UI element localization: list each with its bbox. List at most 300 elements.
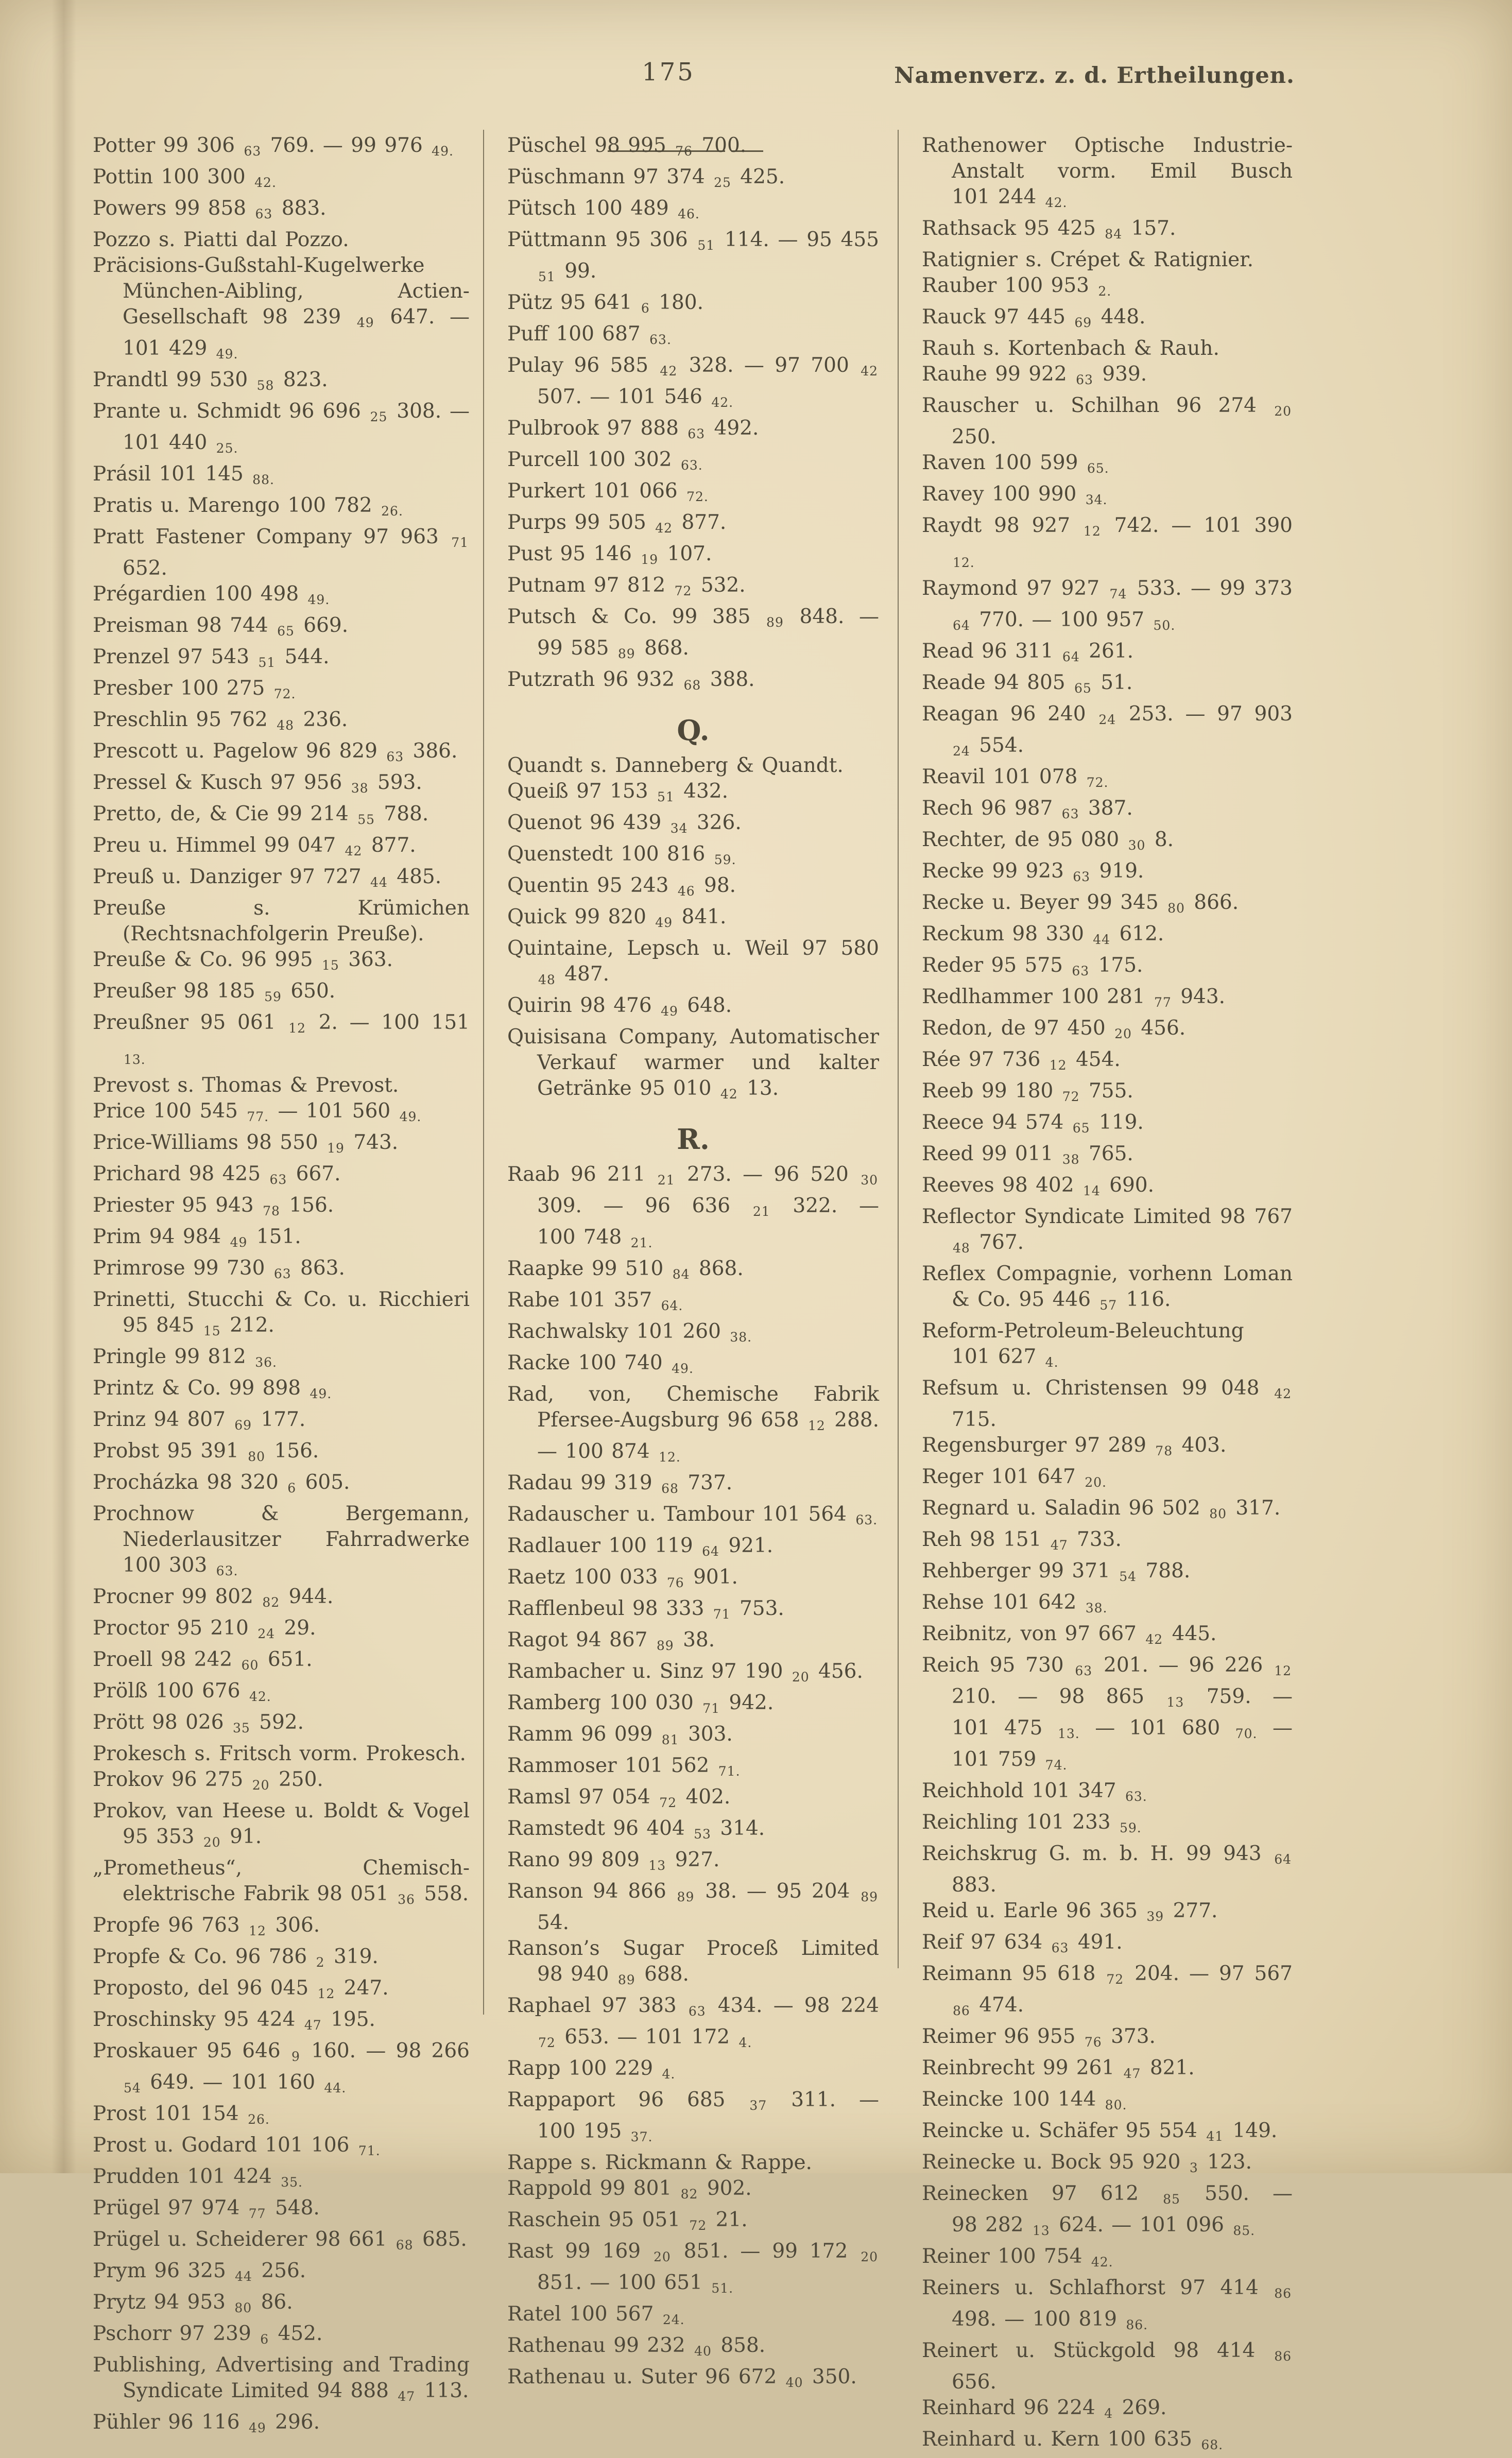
class-number: 51	[258, 655, 276, 670]
index-entry: Pust 95 146 19 107.	[507, 542, 712, 567]
class-number: 63	[688, 2004, 706, 2019]
class-number: 63	[269, 1172, 287, 1187]
index-entry: Queiß 97 153 51 432.	[507, 780, 728, 804]
index-entry: Pozzo s. Piatti dal Pozzo.	[93, 228, 349, 251]
index-entry: Ranson 94 866 89 38. — 95 204 89 54.	[507, 1880, 878, 1934]
index-entry: Priester 95 943 78 156.	[93, 1194, 334, 1218]
class-number: 44	[370, 875, 388, 890]
class-number: 41	[1206, 2129, 1224, 2144]
index-entry: Purps 99 505 42 877.	[507, 511, 727, 536]
index-entry: Purcell 100 302 63.	[507, 448, 703, 473]
index-entry: Prött 98 026 35 592.	[93, 1711, 304, 1735]
class-number: 78	[1155, 1443, 1173, 1458]
class-number: 51	[697, 238, 715, 253]
class-number: 53	[694, 1827, 711, 1842]
index-entry: Ramberg 100 030 71 942.	[507, 1691, 774, 1716]
class-number: 86.	[1126, 2317, 1148, 2332]
class-number: 6	[260, 2332, 269, 2347]
class-number: 63	[688, 426, 706, 441]
index-entry: Publishing, Advertising and Trading Syndicate Limited 94 888 47 113.	[93, 2353, 470, 2404]
class-number: 24	[953, 744, 970, 759]
index-entry: Rauhe 99 922 63 939.	[922, 363, 1147, 387]
index-entry: Quintaine, Lepsch u. Weil 97 580 48 487.	[507, 937, 879, 987]
class-number: 76	[675, 144, 693, 159]
class-number: 51	[657, 789, 675, 804]
class-number: 63	[1076, 372, 1093, 387]
class-number: 12	[249, 1923, 266, 1938]
class-number: 12	[1083, 524, 1101, 539]
index-entry: Reece 94 574 65 119.	[922, 1111, 1144, 1136]
index-entry: Prost 101 154 26.	[93, 2102, 270, 2127]
index-entry: Preisman 98 744 65 669.	[93, 614, 349, 639]
index-entry: Rabe 101 357 64.	[507, 1288, 683, 1313]
index-entry: Reincke u. Schäfer 95 554 41 149.	[922, 2119, 1278, 2144]
index-entry: Ramstedt 96 404 53 314.	[507, 1817, 765, 1842]
class-number: 35.	[281, 2175, 303, 2190]
running-title: Namenverz. z. d. Ertheilungen.	[894, 63, 1295, 89]
class-number: 55	[357, 812, 375, 827]
index-entry: Ramsl 97 054 72 402.	[507, 1785, 731, 1810]
index-entry: Purkert 101 066 72.	[507, 479, 709, 504]
index-entry: Rehberger 99 371 54 788.	[922, 1559, 1191, 1584]
section-heading: Q.	[677, 714, 710, 747]
class-number: 88.	[252, 472, 274, 487]
class-number: 57	[1099, 1298, 1118, 1313]
class-number: 70.	[1235, 1726, 1258, 1741]
index-entry: Reckum 98 330 44 612.	[922, 922, 1164, 947]
class-number: 19	[327, 1141, 345, 1156]
class-number: 89	[617, 646, 635, 661]
class-number: 15	[203, 1323, 221, 1338]
index-entry: Regensburger 97 289 78 403.	[922, 1434, 1227, 1458]
index-entry: Proposto, del 96 045 12 247.	[93, 1976, 389, 2001]
index-entry: Rachwalsky 101 260 38.	[507, 1320, 752, 1345]
index-entry: Püschmann 97 374 25 425.	[507, 165, 785, 190]
class-number: 63	[273, 1266, 291, 1281]
index-entry: Preußner 95 061 12 2. — 100 151 13.	[93, 1011, 470, 1067]
index-entry: Prandtl 99 530 58 823.	[93, 368, 328, 393]
class-number: 42.	[254, 175, 277, 190]
class-number: 54	[124, 2081, 141, 2095]
index-entry: Rafflenbeul 98 333 71 753.	[507, 1597, 784, 1622]
index-entry: Proschinsky 95 424 47 195.	[93, 2008, 375, 2033]
class-number: 68.	[1201, 2437, 1224, 2452]
class-number: 3	[1189, 2160, 1198, 2175]
class-number: 77	[1154, 995, 1172, 1010]
class-number: 38.	[730, 1330, 752, 1345]
class-number: 2	[316, 1955, 325, 1970]
index-entry: Raschein 95 051 72 21.	[507, 2208, 748, 2233]
index-entry: Pulay 96 585 42 328. — 97 700 42 507. — 101 546 42.	[507, 354, 879, 410]
index-entry: Rad, von, Chemische Fabrik Pfersee-Augsburg 96 658 12 288. — 100 874 12.	[507, 1383, 880, 1465]
index-entry: Prante u. Schmidt 96 696 25 308. — 101 440 25.	[93, 400, 470, 456]
index-entry: Rehse 101 642 38.	[922, 1591, 1108, 1615]
class-number: 86	[1274, 2286, 1292, 2301]
index-entry: Reinecke u. Bock 95 920 3 123.	[922, 2151, 1252, 2175]
index-entry: Reeb 99 180 72 755.	[922, 1079, 1133, 1104]
class-number: 64	[702, 1544, 719, 1559]
class-number: 72	[674, 583, 692, 598]
index-entry: Rappold 99 801 82 902.	[507, 2177, 752, 2202]
index-column-2	[507, 133, 879, 2396]
index-entry: Reich 95 730 63 201. — 96 226 12 210. — 98 865 13 759. — 101 475 13. — 101 680 70. — 101 759 74.	[922, 1654, 1293, 1773]
index-entry: Reinecken 97 612 85 550. — 98 282 13 624. — 101 096 85.	[922, 2182, 1293, 2238]
index-entry: Pühler 96 116 49 296.	[93, 2411, 320, 2435]
class-number: 34	[670, 821, 688, 836]
class-number: 77.	[247, 1109, 269, 1124]
index-entry: Reid u. Earle 96 365 39 277.	[922, 1899, 1218, 1924]
index-entry: Prokov 96 275 20 250.	[93, 1768, 323, 1793]
class-number: 54	[1119, 1569, 1137, 1584]
index-entry: Recke 99 923 63 919.	[922, 860, 1144, 884]
index-entry: Preußer 98 185 59 650.	[93, 979, 336, 1004]
class-number: 42	[1274, 1386, 1292, 1401]
class-number: 59	[264, 989, 282, 1004]
class-number: 63.	[649, 332, 672, 347]
class-number: 4.	[662, 2067, 676, 2082]
class-number: 21	[752, 1204, 770, 1219]
class-number: 49.	[432, 144, 454, 159]
index-entry: Prichard 98 425 63 667.	[93, 1162, 341, 1187]
class-number: 63.	[1125, 1789, 1147, 1804]
index-entry: Rée 97 736 12 454.	[922, 1048, 1121, 1073]
index-entry: Pulbrook 97 888 63 492.	[507, 417, 759, 441]
index-entry: Rast 99 169 20 851. — 99 172 20 851. — 100 651 51.	[507, 2240, 878, 2296]
column-divider-1	[483, 130, 484, 2015]
class-number: 12.	[659, 1450, 681, 1465]
class-number: 89	[861, 1889, 878, 1904]
class-number: 63	[1075, 1663, 1093, 1678]
index-entry: Regnard u. Saladin 96 502 80 317.	[922, 1497, 1281, 1521]
index-entry: Raymond 97 927 74 533. — 99 373 64 770. — 100 957 50.	[922, 577, 1293, 633]
index-entry: Putsch & Co. 99 385 89 848. — 99 585 89 868.	[507, 605, 879, 661]
index-entry: Rauck 97 445 69 448.	[922, 305, 1146, 330]
class-number: 20	[203, 1835, 221, 1850]
index-entry: Pschorr 97 239 6 452.	[93, 2322, 323, 2347]
class-number: 63.	[680, 458, 703, 473]
class-number: 42.	[711, 395, 734, 410]
index-entry: Prost u. Godard 101 106 71.	[93, 2134, 381, 2158]
class-number: 21.	[630, 1235, 653, 1250]
index-entry: Prokesch s. Fritsch vorm. Prokesch.	[93, 1742, 466, 1765]
scan-gutter-shadow	[51, 0, 76, 2173]
index-entry: Pratt Fastener Company 97 963 71 652.	[93, 525, 469, 580]
index-entry: Quenot 96 439 34 326.	[507, 811, 742, 836]
index-entry: Redlhammer 100 281 77 943.	[922, 985, 1226, 1010]
class-number: 15	[322, 958, 339, 973]
index-entry: Rathenau 99 232 40 858.	[507, 2334, 766, 2359]
index-entry: Püschel 98 995 76 700.	[507, 134, 747, 159]
class-number: 64.	[661, 1298, 683, 1313]
class-number: 84	[1105, 227, 1123, 242]
index-entry: Refsum u. Christensen 99 048 42 715.	[922, 1377, 1292, 1431]
class-number: 25	[370, 409, 388, 424]
class-number: 2.	[1098, 284, 1112, 299]
index-entry: Pütz 95 641 6 180.	[507, 291, 703, 316]
index-column-1	[93, 133, 470, 2441]
class-number: 74.	[1045, 1758, 1068, 1773]
class-number: 71	[451, 535, 469, 550]
index-entry: Pratis u. Marengo 100 782 26.	[93, 494, 403, 519]
class-number: 50.	[1153, 618, 1176, 633]
class-number: 68	[396, 2238, 414, 2253]
class-number: 13	[1032, 2223, 1050, 2238]
index-entry: Preuß u. Danziger 97 727 44 485.	[93, 865, 442, 890]
index-entry: Ratel 100 567 24.	[507, 2302, 685, 2327]
class-number: 49	[356, 315, 374, 330]
class-number: 63	[255, 207, 273, 221]
class-number: 12.	[953, 555, 975, 570]
class-number: 40	[694, 2344, 712, 2359]
index-entry: Prégardien 100 498 49.	[93, 582, 330, 607]
class-number: 51.	[711, 2281, 734, 2296]
class-number: 20.	[1085, 1475, 1107, 1490]
index-entry: Procházka 98 320 6 605.	[93, 1471, 350, 1496]
index-entry: Reger 101 647 20.	[922, 1465, 1107, 1490]
index-entry: Rappaport 96 685 37 311. — 100 195 37.	[507, 2088, 879, 2144]
index-entry: Prim 94 984 49 151.	[93, 1225, 301, 1250]
class-number: 42	[861, 364, 879, 379]
index-entry: Primrose 99 730 63 863.	[93, 1257, 345, 1281]
index-entry: Quisisana Company, Automatischer Verkauf warmer und kalter Getränke 95 010 42 13.	[507, 1025, 879, 1102]
class-number: 65	[1072, 1121, 1090, 1136]
class-number: 20	[861, 2249, 878, 2264]
class-number: 44.	[324, 2081, 347, 2095]
index-entry: Quick 99 820 49 841.	[507, 905, 727, 930]
index-entry: Prytz 94 953 80 86.	[93, 2291, 293, 2315]
index-entry: Procner 99 802 82 944.	[93, 1585, 334, 1610]
index-entry: Prudden 101 424 35.	[93, 2165, 303, 2190]
index-entry: Prölß 100 676 42.	[93, 1679, 271, 1704]
index-entry: Quandt s. Danneberg & Quandt.	[507, 754, 844, 777]
class-number: 42	[1145, 1632, 1163, 1647]
class-number: 49.	[310, 1386, 332, 1401]
index-entry: Pringle 99 812 36.	[93, 1345, 278, 1370]
class-number: 84	[672, 1267, 690, 1282]
index-entry: Rano 99 809 13 927.	[507, 1848, 720, 1873]
index-entry: Reinhard 96 224 4 269.	[922, 2396, 1167, 2421]
index-entry: Propfe 96 763 12 306.	[93, 1914, 320, 1938]
index-entry: Präcisions-Gußstahl-Kugelwerke München-Aibling, Actien-Gesellschaft 98 239 49 647. — 101 429 49.	[93, 254, 470, 362]
class-number: 38	[351, 781, 369, 796]
class-number: 37	[749, 2098, 767, 2113]
index-entry: Preu u. Himmel 99 047 42 877.	[93, 834, 416, 858]
class-number: 86	[1274, 2349, 1292, 2364]
class-number: 89	[677, 1889, 695, 1904]
index-entry: Reichhold 101 347 63.	[922, 1779, 1147, 1804]
class-number: 60	[241, 1658, 259, 1673]
class-number: 9	[291, 2049, 300, 2064]
class-number: 12	[1049, 1058, 1067, 1073]
index-entry: Raab 96 211 21 273. — 96 520 30 309. — 96 636 21 322. — 100 748 21.	[507, 1163, 879, 1250]
class-number: 72	[538, 2035, 556, 2050]
class-number: 71	[702, 1701, 720, 1716]
class-number: 24	[1098, 712, 1116, 727]
index-entry: Püttmann 95 306 51 114. — 95 455 51 99.	[507, 228, 879, 284]
class-number: 68	[661, 1481, 679, 1496]
class-number: 42	[655, 521, 673, 536]
index-entry: Printz & Co. 99 898 49.	[93, 1377, 332, 1401]
index-entry: Prochnow & Bergemann, Niederlausitzer Fahrradwerke 100 303 63.	[93, 1502, 470, 1578]
class-number: 63.	[855, 1512, 878, 1527]
index-entry: Quenstedt 100 816 59.	[507, 843, 736, 867]
class-number: 65.	[1087, 461, 1109, 476]
class-number: 47	[304, 2018, 322, 2033]
index-entry: Raven 100 599 65.	[922, 451, 1109, 476]
index-entry: Reflex Compagnie, vorhenn Loman & Co. 95 446 57 116.	[922, 1262, 1293, 1313]
class-number: 24	[257, 1626, 276, 1641]
class-number: 12	[807, 1418, 826, 1433]
class-number: 65	[277, 624, 295, 639]
class-number: 72.	[686, 489, 709, 504]
class-number: 34.	[1085, 492, 1108, 507]
index-entry: Proctor 95 210 24 29.	[93, 1617, 316, 1641]
class-number: 20	[1274, 404, 1292, 419]
index-entry: Rech 96 987 63 387.	[922, 797, 1133, 821]
class-number: 71.	[718, 1764, 741, 1779]
class-number: 49	[661, 1004, 678, 1019]
class-number: 80.	[1105, 2098, 1127, 2112]
index-entry: Putzrath 96 932 68 388.	[507, 668, 755, 693]
index-entry: Reinert u. Stückgold 98 414 86 656.	[922, 2339, 1292, 2394]
index-entry: Potter 99 306 63 769. — 99 976 49.	[93, 134, 454, 159]
class-number: 58	[256, 378, 274, 393]
index-entry: Rauh s. Kortenbach & Rauh.	[922, 337, 1219, 360]
index-entry: Quirin 98 476 49 648.	[507, 994, 732, 1019]
page-number: 175	[642, 58, 695, 87]
index-entry: Powers 99 858 63 883.	[93, 197, 327, 221]
index-entry: Prinetti, Stucchi & Co. u. Ricchieri 95 845 15 212.	[93, 1288, 470, 1338]
class-number: 68	[683, 678, 701, 693]
class-number: 64	[953, 618, 970, 633]
index-entry: Reagan 96 240 24 253. — 97 903 24 554.	[922, 702, 1293, 759]
class-number: 42.	[249, 1689, 271, 1704]
class-number: 13	[1166, 1695, 1184, 1710]
index-entry: Raphael 97 383 63 434. — 98 224 72 653. — 101 172 4.	[507, 1994, 879, 2050]
index-entry: Pütsch 100 489 46.	[507, 197, 700, 221]
class-number: 89	[766, 615, 784, 630]
class-number: 13.	[1057, 1726, 1080, 1741]
index-entry: Price-Williams 98 550 19 743.	[93, 1131, 399, 1156]
class-number: 20	[653, 2249, 671, 2264]
class-number: 86	[953, 2003, 970, 2018]
index-entry: Reh 98 151 47 733.	[922, 1528, 1122, 1553]
class-number: 59.	[714, 852, 736, 867]
class-number: 20	[252, 1778, 270, 1793]
class-number: 30	[861, 1173, 878, 1188]
class-number: 42.	[1045, 195, 1068, 210]
class-number: 40	[785, 2375, 803, 2390]
class-number: 12	[288, 1021, 306, 1036]
class-number: 71	[713, 1607, 731, 1622]
index-entry: Reed 99 011 38 765.	[922, 1142, 1133, 1167]
column-divider-2	[898, 130, 899, 1968]
index-entry: Reif 97 634 63 491.	[922, 1931, 1123, 1955]
class-number: 13	[648, 1858, 666, 1873]
class-number: 49.	[307, 592, 330, 607]
index-entry: Radlauer 100 119 64 921.	[507, 1534, 774, 1559]
class-number: 81	[661, 1732, 679, 1747]
index-entry: Pressel & Kusch 97 956 38 593.	[93, 771, 422, 796]
index-entry: Preuße s. Krümichen (Rechtsnachfolgerin Preuße).	[93, 897, 470, 946]
class-number: 63	[244, 144, 262, 159]
class-number: 78	[263, 1204, 280, 1218]
index-column-3	[922, 133, 1293, 2458]
class-number: 19	[641, 552, 659, 567]
class-number: 26.	[381, 504, 403, 519]
class-number: 64	[1274, 1852, 1292, 1867]
class-number: 20	[792, 1670, 810, 1684]
index-entry: Reichling 101 233 59.	[922, 1811, 1142, 1835]
index-entry: Puff 100 687 63.	[507, 322, 672, 347]
class-number: 26.	[248, 2112, 270, 2127]
class-number: 39	[1146, 1909, 1164, 1924]
class-number: 48	[953, 1241, 970, 1256]
index-entry: Reinbrecht 99 261 47 821.	[922, 2056, 1195, 2081]
index-entry: Preschlin 95 762 48 236.	[93, 708, 348, 733]
class-number: 38	[1062, 1152, 1080, 1167]
index-entry: Radauscher u. Tambour 101 564 63.	[507, 1503, 878, 1527]
class-number: 51	[538, 269, 556, 284]
index-entry: Rechter, de 95 080 30 8.	[922, 828, 1174, 853]
index-entry: Preuße & Co. 96 995 15 363.	[93, 948, 393, 973]
class-number: 69	[1074, 315, 1092, 330]
class-number: 80	[234, 2300, 252, 2315]
index-entry: Prym 96 325 44 256.	[93, 2259, 306, 2284]
index-entry: Rambacher u. Sinz 97 190 20 456.	[507, 1660, 863, 1684]
class-number: 14	[1083, 1183, 1101, 1198]
index-entry: Quentin 95 243 46 98.	[507, 874, 736, 899]
index-entry: Reade 94 805 65 51.	[922, 671, 1133, 696]
index-entry: Reiners u. Schlafhorst 97 414 86 498. — 100 819 86.	[922, 2276, 1292, 2332]
class-number: 63	[1073, 869, 1091, 884]
index-entry: Ratignier s. Crépet & Ratignier.	[922, 248, 1253, 271]
class-number: 49.	[216, 347, 238, 362]
index-entry: Racke 100 740 49.	[507, 1351, 694, 1376]
index-entry: Rappe s. Rickmann & Rappe.	[507, 2151, 812, 2174]
index-entry: Prescott u. Pagelow 96 829 63 386.	[93, 740, 458, 764]
section-heading: R.	[677, 1123, 710, 1156]
index-entry: Prügel 97 974 77 548.	[93, 2196, 320, 2221]
class-number: 72	[689, 2218, 707, 2233]
class-number: 63	[386, 749, 404, 764]
class-number: 30	[1128, 838, 1146, 853]
class-number: 37.	[630, 2129, 653, 2144]
class-number: 48	[538, 972, 556, 987]
class-number: 59.	[1119, 1820, 1142, 1835]
class-number: 47	[398, 2389, 416, 2404]
index-entry: Ravey 100 990 34.	[922, 483, 1108, 507]
class-number: 12	[1274, 1663, 1292, 1678]
class-number: 25	[714, 175, 731, 190]
class-number: 49	[655, 915, 673, 930]
class-number: 36.	[255, 1355, 278, 1370]
index-entry: Reimann 95 618 72 204. — 97 567 86 474.	[922, 1962, 1293, 2018]
index-entry: Prásil 101 145 88.	[93, 462, 274, 487]
index-entry: Reder 95 575 63 175.	[922, 954, 1143, 978]
class-number: 44	[1093, 932, 1111, 947]
class-number: 63	[1072, 964, 1090, 978]
class-number: 24.	[662, 2312, 685, 2327]
index-entry: Reeves 98 402 14 690.	[922, 1174, 1154, 1198]
index-entry: Rathsack 95 425 84 157.	[922, 217, 1176, 242]
index-entry: Propfe & Co. 96 786 2 319.	[93, 1945, 379, 1970]
class-number: 25.	[216, 441, 238, 456]
index-entry: Proskauer 95 646 9 160. — 98 266 54 649. — 101 160 44.	[93, 2039, 470, 2095]
class-number: 85	[1163, 2192, 1180, 2207]
index-entry: Rauber 100 953 2.	[922, 274, 1112, 299]
index-entry: Reflector Syndicate Limited 98 767 48 767.	[922, 1205, 1293, 1256]
